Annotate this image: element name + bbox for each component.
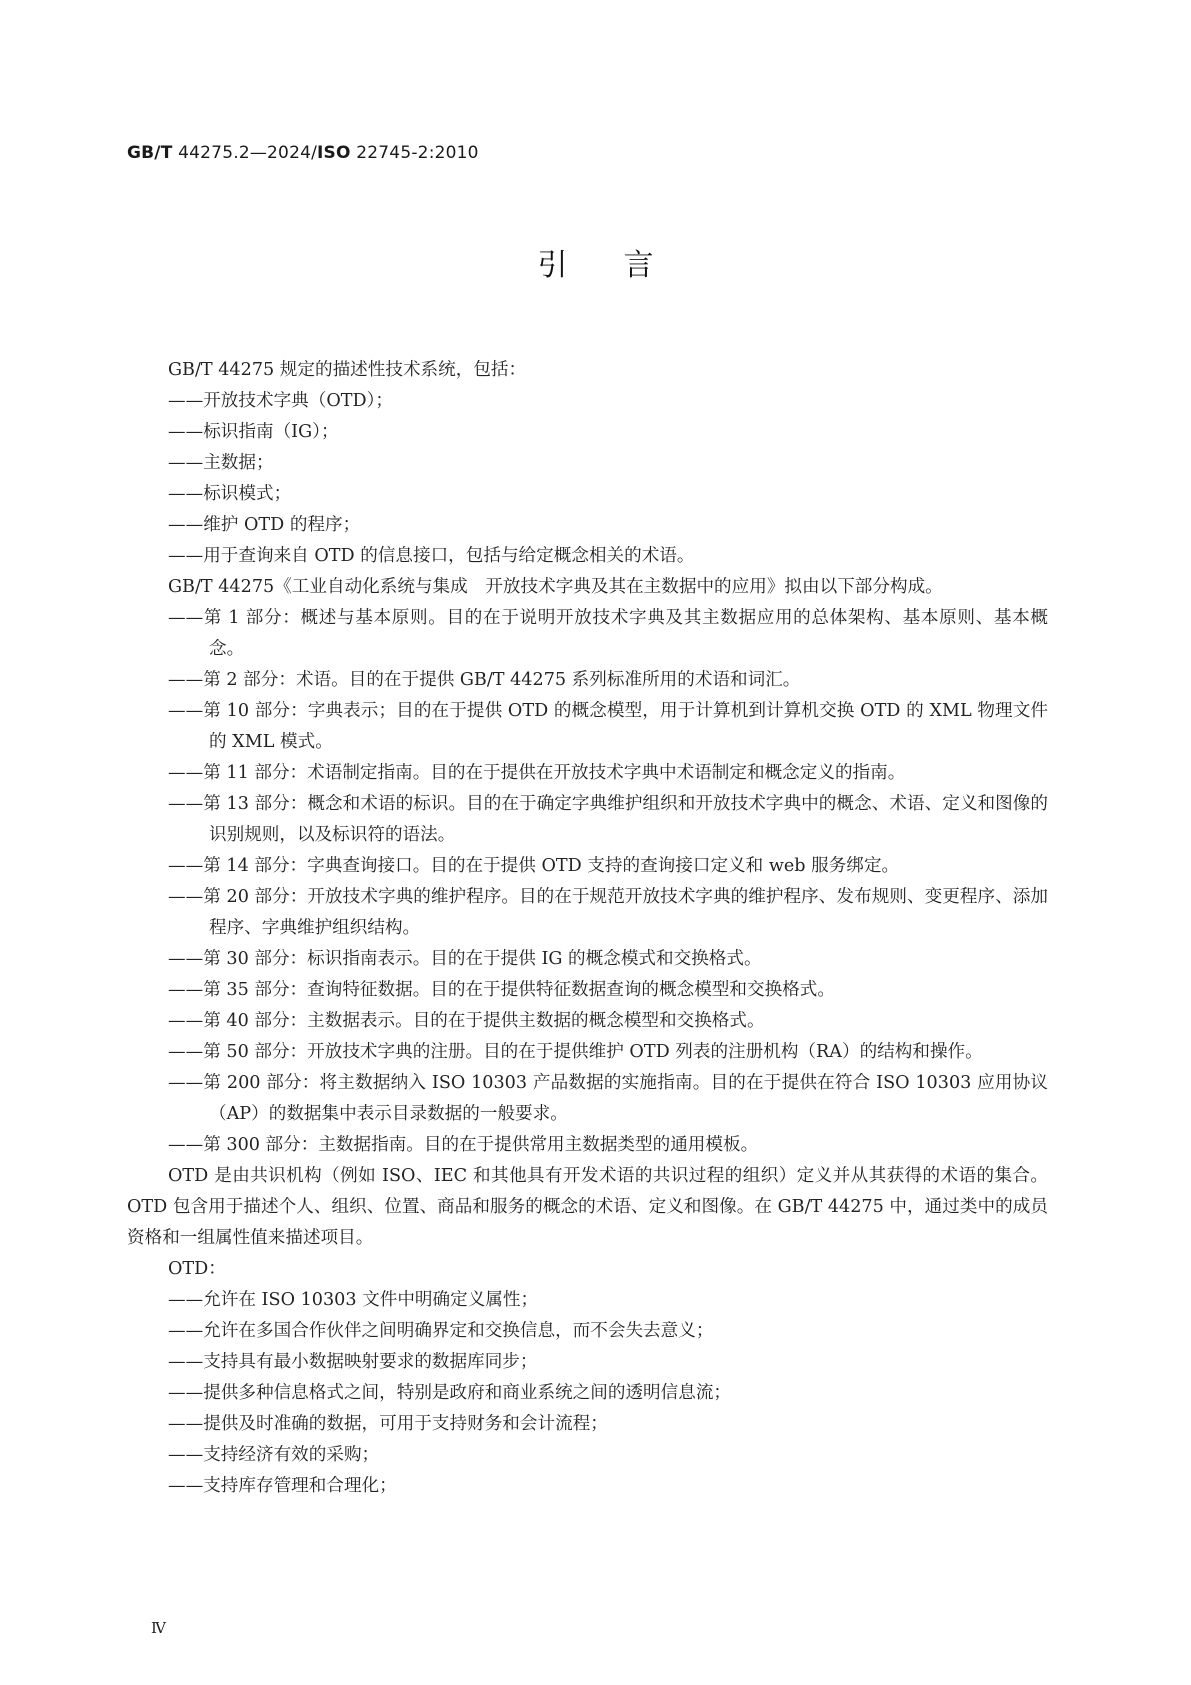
- part-item: ——第 20 部分：开放技术字典的维护程序。目的在于规范开放技术字典的维护程序、发布规则、变更程序、添加程序、字典维护组织结构。: [168, 887, 1048, 938]
- part-item: ——第 200 部分：将主数据纳入 ISO 10303 产品数据的实施指南。目的在于提供在符合 ISO 10303 应用协议（AP）的数据集中表示目录数据的一般要求。: [168, 1073, 1048, 1124]
- list-item: ——提供及时准确的数据，可用于支持财务和会计流程；: [168, 1414, 608, 1434]
- list-item: ——标识指南（IG）；: [168, 422, 339, 442]
- part-item: ——第 30 部分：标识指南表示。目的在于提供 IG 的概念模式和交换格式。: [168, 949, 762, 969]
- list-item: ——标识模式；: [168, 484, 292, 504]
- list-item: ——允许在多国合作伙伴之间明确界定和交换信息，而不会失去意义；: [168, 1321, 714, 1341]
- list-item: ——允许在 ISO 10303 文件中明确定义属性；: [168, 1290, 539, 1310]
- part-item: ——第 50 部分：开放技术字典的注册。目的在于提供维护 OTD 列表的注册机构（RA）的结构和操作。: [168, 1042, 983, 1062]
- part-item: ——第 11 部分：术语制定指南。目的在于提供在开放技术字典中术语制定和概念定义的指南。: [168, 763, 906, 783]
- list-item: ——主数据；: [168, 453, 274, 473]
- parts-intro: GB/T 44275《工业自动化系统与集成 开放技术字典及其在主数据中的应用》拟由以下部分构成。: [168, 577, 943, 597]
- part-item: ——第 300 部分：主数据指南。目的在于提供常用主数据类型的通用模板。: [168, 1135, 759, 1155]
- document-body: [127, 355, 1048, 1502]
- page-title: 引言: [537, 248, 710, 283]
- list-item: ——提供多种信息格式之间，特别是政府和商业系统之间的透明信息流；: [168, 1383, 732, 1403]
- otd-paragraph: OTD 是由共识机构（例如 ISO、IEC 和其他具有开发术语的共识过程的组织）定义并从其获得的术语的集合。OTD 包含用于描述个人、组织、位置、商品和服务的概念的术语、定义和图像。在 GB/T 44275 中，通过类中的成员资格和一组属性值来描述项目。: [127, 1166, 1048, 1248]
- part-item: ——第 2 部分：术语。目的在于提供 GB/T 44275 系列标准所用的术语和词汇。: [168, 670, 801, 690]
- part-item: ——第 14 部分：字典查询接口。目的在于提供 OTD 支持的查询接口定义和 web 服务绑定。: [168, 856, 900, 876]
- list-item: ——支持经济有效的采购；: [168, 1445, 380, 1465]
- part-item: ——第 40 部分：主数据表示。目的在于提供主数据的概念模型和交换格式。: [168, 1011, 765, 1031]
- part-item: ——第 1 部分：概述与基本原则。目的在于说明开放技术字典及其主数据应用的总体架构、基本原则、基本概念。: [168, 608, 1048, 659]
- list-item: ——用于查询来自 OTD 的信息接口，包括与给定概念相关的术语。: [168, 546, 695, 566]
- standard-identifier: [127, 143, 479, 163]
- otd-label: OTD：: [168, 1259, 226, 1279]
- part-item: ——第 35 部分：查询特征数据。目的在于提供特征数据查询的概念模型和交换格式。: [168, 980, 835, 1000]
- list-item: ——维护 OTD 的程序；: [168, 515, 361, 535]
- system-list: [168, 386, 1048, 572]
- otd-list: [168, 1285, 1048, 1502]
- iso-number: 22745-2:2010: [350, 143, 479, 163]
- part-item: ——第 13 部分：概念和术语的标识。目的在于确定字典维护组织和开放技术字典中的概念、术语、定义和图像的识别规则，以及标识符的语法。: [168, 794, 1048, 845]
- iso-prefix: ISO: [317, 143, 351, 163]
- part-item: ——第 10 部分：字典表示；目的在于提供 OTD 的概念模型，用于计算机到计算机交换 OTD 的 XML 物理文件的 XML 模式。: [168, 701, 1048, 752]
- std-number: 44275.2—2024/: [172, 143, 318, 163]
- std-prefix: GB/T: [127, 143, 173, 163]
- list-item: ——开放技术字典（OTD）；: [168, 391, 393, 411]
- page-number: Ⅳ: [151, 1619, 166, 1637]
- list-item: ——支持具有最小数据映射要求的数据库同步；: [168, 1352, 538, 1372]
- list-item: ——支持库存管理和合理化；: [168, 1476, 397, 1496]
- intro-line: GB/T 44275 规定的描述性技术系统，包括：: [168, 360, 527, 380]
- parts-list: [168, 603, 1048, 1161]
